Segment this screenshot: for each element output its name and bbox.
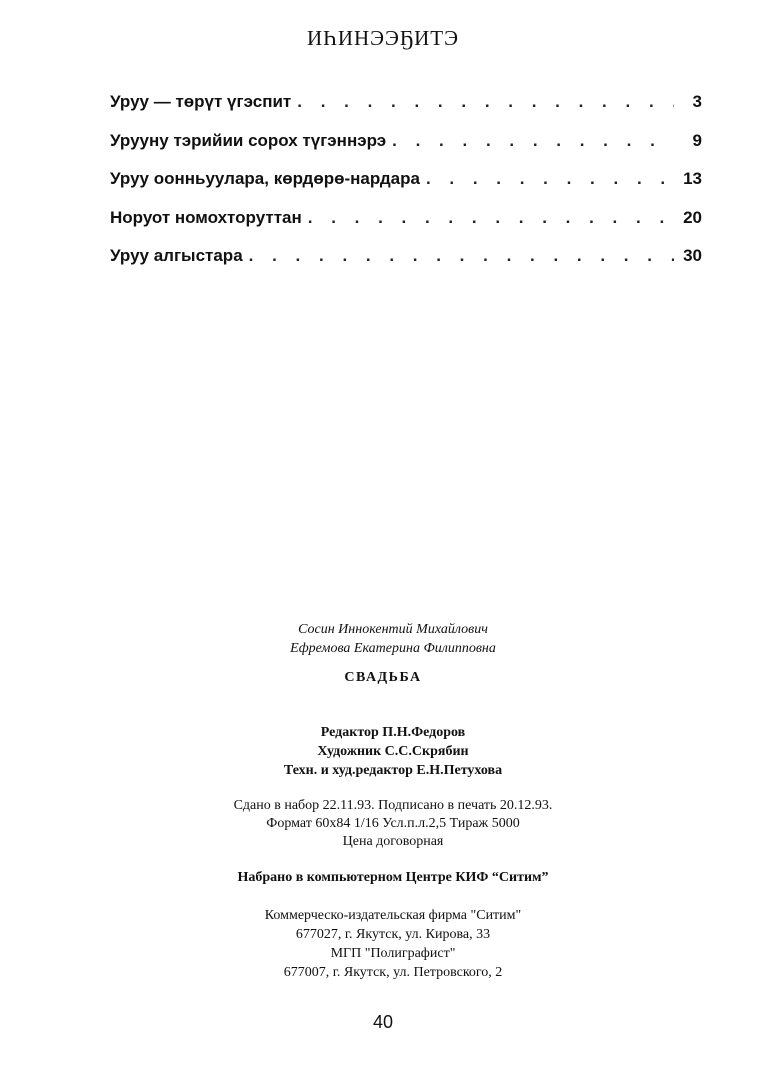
toc-entry-label: Норуот номохторуттан (110, 207, 302, 227)
page-number: 40 (372, 1012, 394, 1032)
toc-leader-dots (392, 131, 674, 151)
print-info-line: Формат 60х84 1/16 Усл.п.л.2,5 Тираж 5000 (266, 816, 520, 831)
imprint-typeset: Набрано в компьютерном Центре КИФ “Ситим” (237, 870, 549, 885)
print-info-line: Цена договорная (342, 834, 444, 849)
staff-line: Художник С.С.Скрябин (317, 744, 469, 759)
staff-line: Редактор П.Н.Федоров (320, 725, 466, 740)
publisher-line: 677007, г. Якутск, ул. Петровского, 2 (283, 965, 503, 980)
imprint-staff (10, 723, 766, 780)
contents-heading: ИҺИНЭЭҔИТЭ (307, 26, 459, 50)
imprint-book-title: СВАДЬБА (344, 670, 422, 685)
toc-entry-page: 13 (683, 169, 702, 188)
author-name: Ефремова Екатерина Филипповна (290, 641, 496, 656)
toc-entry (110, 131, 702, 170)
imprint-authors (10, 620, 766, 658)
publisher-line: 677027, г. Якутск, ул. Кирова, 33 (295, 927, 491, 942)
toc-leader-dots (249, 246, 674, 266)
publisher-line: МГП "Полиграфист" (330, 946, 456, 961)
imprint-publisher (10, 906, 766, 982)
toc-entry-label: Уруу оонньуулара, көрдөрө-нардара (110, 169, 420, 188)
staff-line: Техн. и худ.редактор Е.Н.Петухова (283, 763, 503, 778)
toc-entry-label: Уруу — төрүт үгэспит (110, 92, 292, 111)
toc-entry-label: Уруу алгыстара (110, 246, 243, 265)
publisher-line: Коммерческо-издательская фирма "Ситим" (264, 908, 522, 923)
author-name: Сосин Иннокентий Михайлович (298, 622, 488, 637)
print-info-line: Сдано в набор 22.11.93. Подписано в печать 20.12.93. (233, 798, 553, 813)
toc-leader-dots (297, 92, 674, 112)
toc-entry (110, 92, 702, 131)
toc-leader-dots (426, 169, 674, 189)
toc-entry-page: 3 (692, 92, 702, 111)
toc-leader-dots (308, 208, 674, 228)
toc-entry-page: 9 (692, 130, 702, 150)
toc-entry-page: 30 (683, 246, 702, 265)
toc-entry-label: Урууну тэрийии сорох түгэннэрэ (110, 130, 387, 150)
toc-entry (110, 169, 702, 208)
toc-entry (110, 208, 702, 247)
toc-entry (110, 246, 702, 285)
imprint-print-info (10, 797, 766, 851)
table-of-contents (110, 92, 702, 285)
toc-entry-page: 20 (683, 207, 702, 227)
